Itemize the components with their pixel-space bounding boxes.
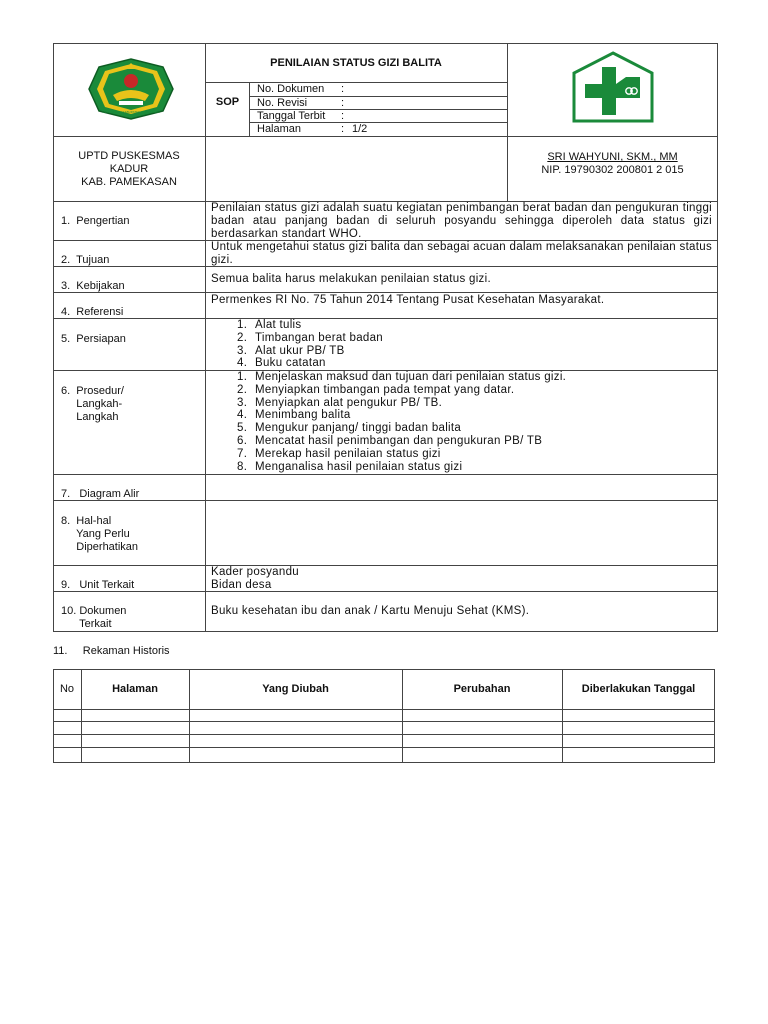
- meta-value-halaman: 1/2: [352, 123, 368, 135]
- section-label-diagram-alir: 7. Diagram Alir: [61, 488, 140, 500]
- meta-label-halaman: Halaman: [257, 123, 302, 135]
- persiapan-list: [211, 319, 712, 370]
- col-header-no: No: [59, 683, 75, 695]
- section-label-prosedur: 6. Prosedur/ Langkah- Langkah: [61, 385, 124, 423]
- org-line-1: UPTD PUSKESMAS: [78, 150, 180, 162]
- list-item: 2. Timbangan berat badan: [237, 331, 383, 344]
- list-item: 1. Alat tulis: [237, 319, 302, 331]
- col-header-diberlakukan-tanggal: Diberlakukan Tanggal: [581, 683, 696, 695]
- list-item: 5. Mengukur panjang/ tinggi badan balita: [237, 422, 462, 435]
- list-item: 8. Menganalisa hasil penilaian status gizi: [237, 460, 463, 473]
- org-line-3: KAB. PAMEKASAN: [81, 176, 177, 188]
- signer-block: [507, 151, 718, 177]
- section-label-persiapan: 5. Persiapan: [61, 333, 126, 345]
- section-label-hal-hal: 8. Hal-hal Yang Perlu Diperhatikan: [61, 515, 139, 553]
- section-text-dokumen-terkait: Buku kesehatan ibu dan anak / Kartu Menuju Sehat (KMS).: [211, 605, 530, 617]
- section-label-kebijakan: 3. Kebijakan: [61, 280, 125, 292]
- col-header-yang-diubah: Yang Diubah: [262, 683, 329, 695]
- list-item: 6. Mencatat hasil penimbangan dan pengukuran PB/ TB: [237, 434, 543, 447]
- puskesmas-logo: [572, 51, 654, 123]
- list-item: 3. Alat ukur PB/ TB: [237, 344, 345, 357]
- signer-nip: NIP. 19790302 200801 2 015: [541, 164, 684, 176]
- section-label-tujuan: 2. Tujuan: [61, 254, 110, 266]
- sop-label: SOP: [215, 96, 240, 108]
- org-line-2: KADUR: [109, 163, 149, 175]
- section-label-referensi: 4. Referensi: [61, 306, 124, 318]
- section-text-kebijakan: Semua balita harus melakukan penilaian status gizi.: [211, 273, 491, 285]
- list-item: 4. Buku catatan: [237, 357, 326, 370]
- page-title: PENILAIAN STATUS GIZI BALITA: [270, 57, 442, 69]
- list-item: 3. Menyiapkan alat pengukur PB/ TB.: [237, 396, 443, 409]
- list-item: 2. Menyiapkan timbangan pada tempat yang datar.: [237, 383, 515, 396]
- meta-label-tanggal-terbit: Tanggal Terbit: [257, 110, 326, 122]
- meta-label-no-dokumen: No. Dokumen: [257, 83, 325, 95]
- col-header-halaman: Halaman: [112, 683, 158, 695]
- org-name: [53, 150, 205, 189]
- list-item: 4. Menimbang balita: [237, 409, 351, 422]
- col-header-perubahan: Perubahan: [453, 683, 511, 695]
- section-text-referensi: Permenkes RI No. 75 Tahun 2014 Tentang Pusat Kesehatan Masyarakat.: [211, 294, 605, 306]
- meta-label-no-revisi: No. Revisi: [257, 97, 308, 109]
- rekaman-historis-label: 11. Rekaman Historis: [53, 645, 170, 657]
- section-text-unit-terkait: Kader posyandu Bidan desa: [211, 566, 299, 591]
- list-item: 7. Merekap hasil penilaian status gizi: [237, 447, 441, 460]
- list-item: 1. Menjelaskan maksud dan tujuan dari penilaian status gizi.: [237, 371, 567, 383]
- regency-emblem-text: PEMERINTAH KABUPATEN PAMEKASAN: [102, 110, 160, 114]
- section-label-pengertian: 1. Pengertian: [61, 215, 130, 227]
- prosedur-list: [211, 371, 712, 473]
- section-label-unit-terkait: 9. Unit Terkait: [61, 579, 135, 591]
- signer-name: SRI WAHYUNI, SKM., MM: [547, 151, 678, 163]
- section-text-tujuan: Untuk mengetahui status gizi balita dan sebagai acuan dalam melaksanakan penilaian status gizi.: [211, 241, 712, 266]
- section-label-dokumen-terkait: 10. Dokumen Terkait: [61, 605, 127, 630]
- section-text-pengertian: Penilaian status gizi adalah suatu kegiatan penimbangan berat badan dan pengukuran tinggi badan atau panjang badan di seluruh posyandu sehingga diperoleh data status gizi berdasarkan standart WHO.: [211, 202, 712, 240]
